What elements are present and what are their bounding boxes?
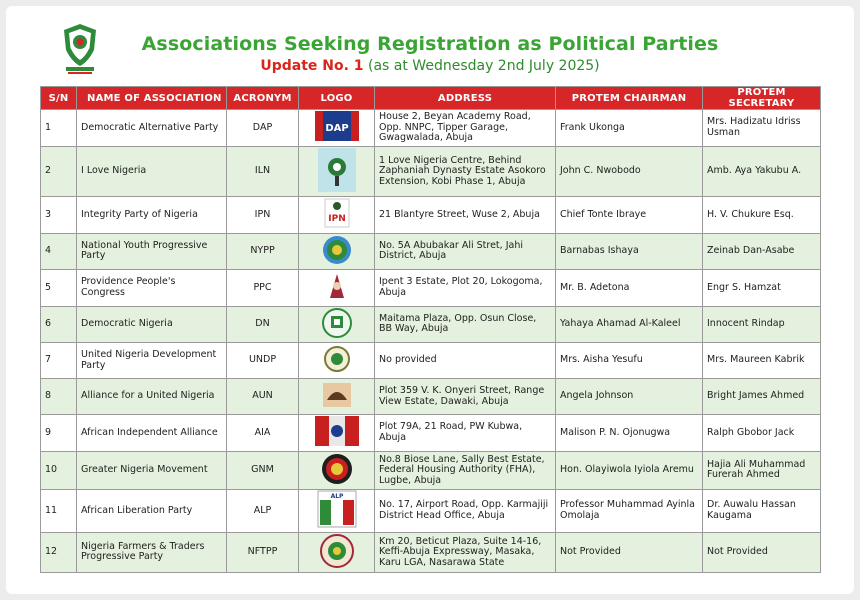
cell-address: No. 5A Abubakar Ali Stret, Jahi District, Abuja xyxy=(375,233,556,270)
nftpp-logo xyxy=(317,533,357,573)
cell-secretary: Ralph Gbobor Jack xyxy=(703,415,821,452)
table-row xyxy=(41,270,821,307)
col-header-logo: LOGO xyxy=(299,87,375,110)
cell-logo xyxy=(299,270,375,307)
cell-name: Providence People's Congress xyxy=(77,270,227,307)
cell-secretary: Mrs. Hadizatu Idriss Usman xyxy=(703,110,821,147)
page-subtitle xyxy=(0,58,860,74)
cell-logo xyxy=(299,379,375,415)
cell-name: Democratic Nigeria xyxy=(77,306,227,343)
cell-sn: 1 xyxy=(41,110,77,147)
cell-address: No.8 Biose Lane, Sally Best Estate, Federal Housing Authority (FHA), Lugbe, Abuja xyxy=(375,451,556,490)
cell-logo xyxy=(299,233,375,270)
col-header-secretary: PROTEM SECRETARY xyxy=(703,87,821,110)
cell-secretary: Hajia Ali Muhammad Furerah Ahmed xyxy=(703,451,821,490)
gnm-logo xyxy=(320,452,354,490)
cell-acronym: ILN xyxy=(227,146,299,197)
cell-name: National Youth Progressive Party xyxy=(77,233,227,270)
cell-sn: 3 xyxy=(41,197,77,234)
table-row xyxy=(41,379,821,415)
update-label: Update No. 1 xyxy=(260,58,364,74)
cell-logo xyxy=(299,451,375,490)
cell-acronym: DAP xyxy=(227,110,299,147)
page-title: Associations Seeking Registration as Political Parties xyxy=(141,33,719,55)
cell-sn: 5 xyxy=(41,270,77,307)
table-row xyxy=(41,146,821,197)
alp-logo xyxy=(317,490,357,532)
cell-name: Greater Nigeria Movement xyxy=(77,451,227,490)
cell-chairman: Mrs. Aisha Yesufu xyxy=(556,343,703,379)
cell-chairman: Hon. Olayiwola Iyiola Aremu xyxy=(556,451,703,490)
ipn-logo xyxy=(322,197,352,233)
svg-text:ALP: ALP xyxy=(330,493,343,500)
col-header-acronym: ACRONYM xyxy=(227,87,299,110)
svg-text:DAP: DAP xyxy=(324,123,349,134)
dn-logo xyxy=(321,307,353,343)
table-row xyxy=(41,490,821,533)
cell-chairman: John C. Nwobodo xyxy=(556,146,703,197)
cell-acronym: GNM xyxy=(227,451,299,490)
cell-address: Maitama Plaza, Opp. Osun Close, BB Way, Abuja xyxy=(375,306,556,343)
cell-address: Km 20, Beticut Plaza, Suite 14-16, Keffi-Abuja Expressway, Masaka, Karu LGA, Nasarawa State xyxy=(375,532,556,573)
dap-logo xyxy=(314,110,360,146)
cell-secretary: Innocent Rindap xyxy=(703,306,821,343)
cell-sn: 9 xyxy=(41,415,77,452)
cell-acronym: NYPP xyxy=(227,233,299,270)
cell-logo xyxy=(299,306,375,343)
table-row xyxy=(41,415,821,452)
cell-sn: 2 xyxy=(41,146,77,197)
cell-secretary: Zeinab Dan-Asabe xyxy=(703,233,821,270)
cell-address: Ipent 3 Estate, Plot 20, Lokogoma, Abuja xyxy=(375,270,556,307)
cell-address: Plot 359 V. K. Onyeri Street, Range View Estate, Dawaki, Abuja xyxy=(375,379,556,415)
cell-logo xyxy=(299,490,375,533)
ppc-logo xyxy=(322,270,352,306)
cell-chairman: Not Provided xyxy=(556,532,703,573)
col-header-name: NAME OF ASSOCIATION xyxy=(77,87,227,110)
cell-secretary: Engr S. Hamzat xyxy=(703,270,821,307)
cell-logo xyxy=(299,197,375,234)
table-row xyxy=(41,532,821,573)
cell-acronym: UNDP xyxy=(227,343,299,379)
table-row xyxy=(41,110,821,147)
cell-secretary: Amb. Aya Yakubu A. xyxy=(703,146,821,197)
cell-name: Alliance for a United Nigeria xyxy=(77,379,227,415)
table-header-row xyxy=(41,87,821,110)
cell-chairman: Professor Muhammad Ayinla Omolaja xyxy=(556,490,703,533)
cell-address: 1 Love Nigeria Centre, Behind Zaphaniah Dynasty Estate Asokoro Extension, Kobi Phase 1, Abuja xyxy=(375,146,556,197)
cell-acronym: NFTPP xyxy=(227,532,299,573)
cell-chairman: Chief Tonte Ibraye xyxy=(556,197,703,234)
cell-logo xyxy=(299,415,375,452)
table-row xyxy=(41,306,821,343)
cell-sn: 7 xyxy=(41,343,77,379)
cell-secretary: H. V. Chukure Esq. xyxy=(703,197,821,234)
cell-name: I Love Nigeria xyxy=(77,146,227,197)
associations-table xyxy=(40,86,821,573)
cell-logo xyxy=(299,110,375,147)
cell-sn: 12 xyxy=(41,532,77,573)
cell-name: United Nigeria Development Party xyxy=(77,343,227,379)
cell-name: Democratic Alternative Party xyxy=(77,110,227,147)
cell-address: 21 Blantyre Street, Wuse 2, Abuja xyxy=(375,197,556,234)
cell-address: Plot 79A, 21 Road, PW Kubwa, Abuja xyxy=(375,415,556,452)
cell-chairman: Frank Ukonga xyxy=(556,110,703,147)
cell-name: Nigeria Farmers & Traders Progressive Party xyxy=(77,532,227,573)
cell-sn: 8 xyxy=(41,379,77,415)
col-header-chairman: PROTEM CHAIRMAN xyxy=(556,87,703,110)
svg-text:IPN: IPN xyxy=(327,214,346,224)
table-row xyxy=(41,451,821,490)
cell-name: African Liberation Party xyxy=(77,490,227,533)
cell-sn: 11 xyxy=(41,490,77,533)
undp-logo xyxy=(322,344,352,378)
cell-acronym: PPC xyxy=(227,270,299,307)
cell-acronym: AUN xyxy=(227,379,299,415)
iln-logo xyxy=(317,147,357,197)
table-row xyxy=(41,233,821,270)
cell-secretary: Dr. Auwalu Hassan Kaugama xyxy=(703,490,821,533)
cell-acronym: AIA xyxy=(227,415,299,452)
cell-chairman: Malison P. N. Ojonugwa xyxy=(556,415,703,452)
aia-logo xyxy=(314,415,360,451)
nypp-logo xyxy=(320,234,354,270)
cell-secretary: Not Provided xyxy=(703,532,821,573)
cell-chairman: Angela Johnson xyxy=(556,379,703,415)
cell-logo xyxy=(299,532,375,573)
cell-chairman: Mr. B. Adetona xyxy=(556,270,703,307)
cell-secretary: Bright James Ahmed xyxy=(703,379,821,415)
cell-logo xyxy=(299,146,375,197)
cell-sn: 6 xyxy=(41,306,77,343)
cell-address: No. 17, Airport Road, Opp. Karmajiji District Head Office, Abuja xyxy=(375,490,556,533)
cell-name: Integrity Party of Nigeria xyxy=(77,197,227,234)
cell-name: African Independent Alliance xyxy=(77,415,227,452)
cell-logo xyxy=(299,343,375,379)
cell-acronym: DN xyxy=(227,306,299,343)
cell-address: House 2, Beyan Academy Road, Opp. NNPC, Tipper Garage, Gwagwalada, Abuja xyxy=(375,110,556,147)
cell-secretary: Mrs. Maureen Kabrik xyxy=(703,343,821,379)
cell-acronym: ALP xyxy=(227,490,299,533)
cell-chairman: Yahaya Ahamad Al-Kaleel xyxy=(556,306,703,343)
cell-acronym: IPN xyxy=(227,197,299,234)
col-header-address: ADDRESS xyxy=(375,87,556,110)
update-date: (as at Wednesday 2nd July 2025) xyxy=(368,58,600,74)
cell-chairman: Barnabas Ishaya xyxy=(556,233,703,270)
table-row xyxy=(41,197,821,234)
aun-logo xyxy=(321,380,353,414)
col-header-sn: S/N xyxy=(41,87,77,110)
cell-sn: 4 xyxy=(41,233,77,270)
table-row xyxy=(41,343,821,379)
cell-sn: 10 xyxy=(41,451,77,490)
cell-address: No provided xyxy=(375,343,556,379)
